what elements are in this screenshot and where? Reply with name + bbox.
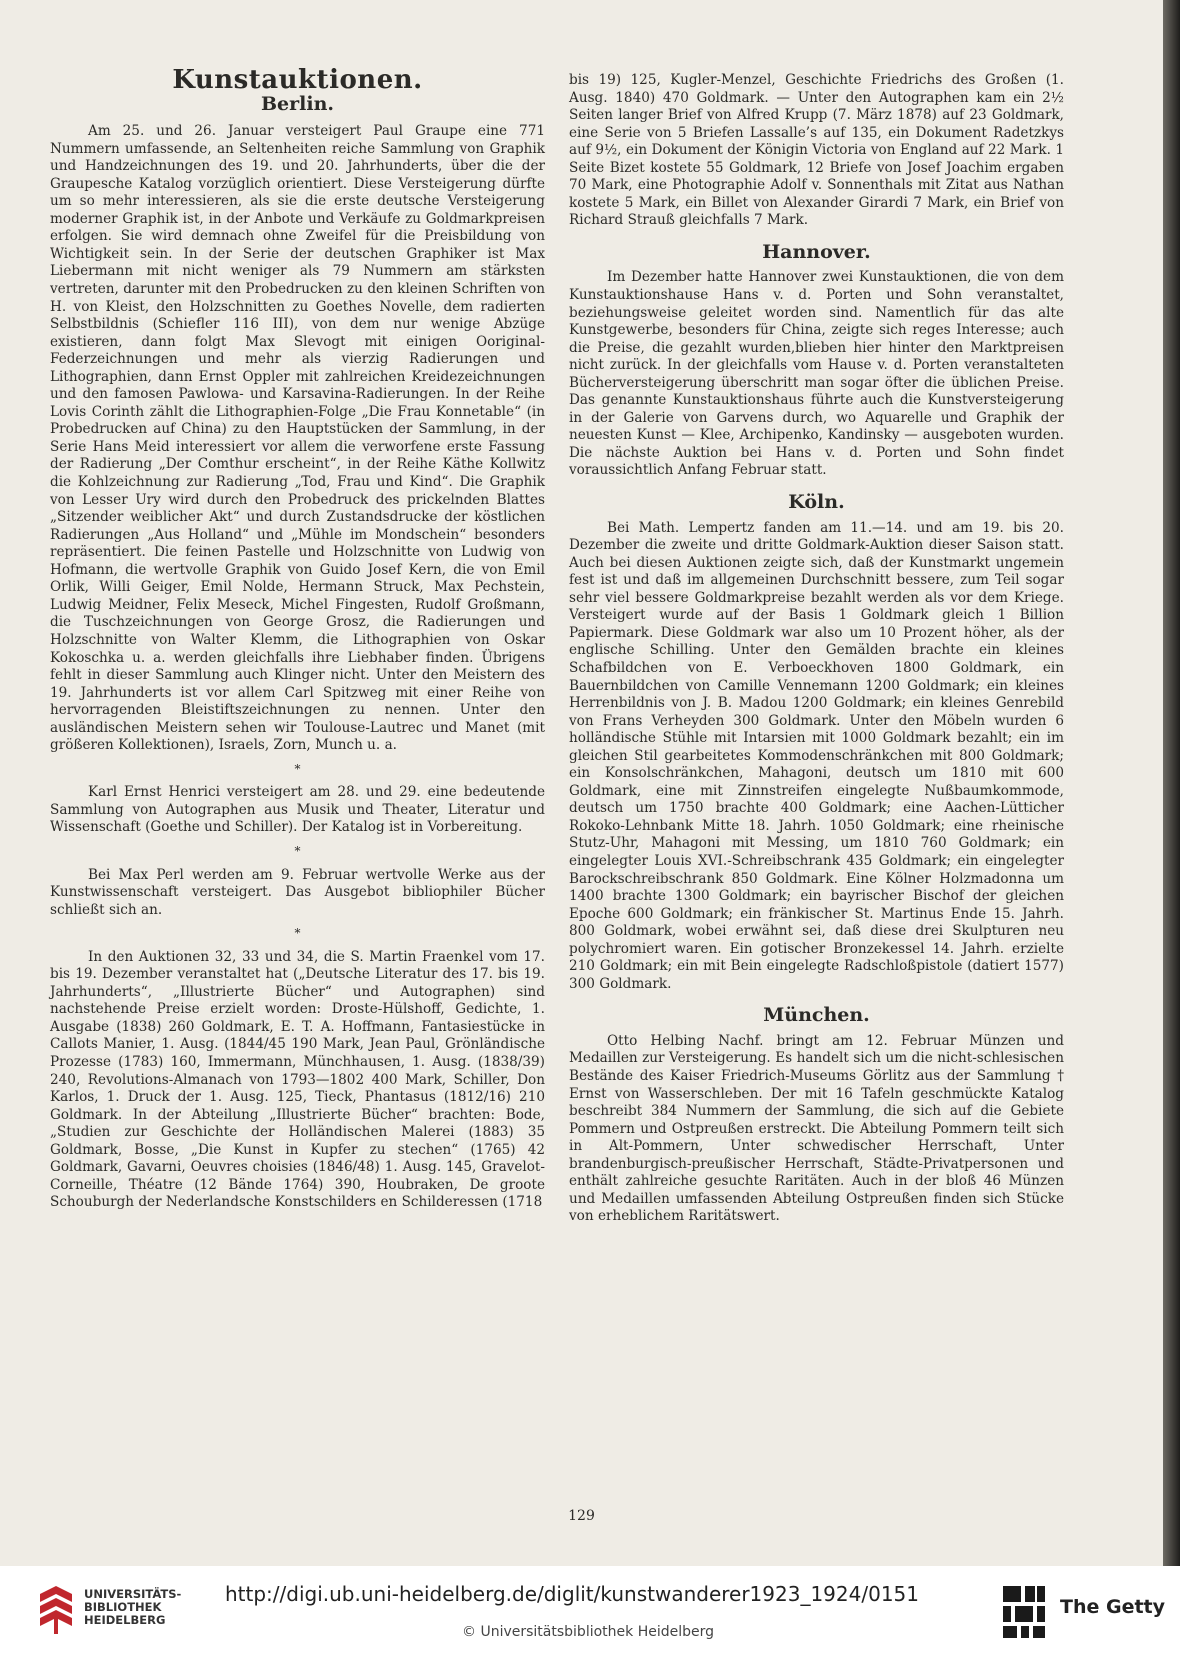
right-column <box>569 72 1064 1226</box>
permalink-url[interactable]: http://digi.ub.uni-heidelberg.de/diglit/kunstwanderer1923_1924/0151 <box>225 1582 919 1606</box>
muenchen-paragraph: Otto Helbing Nachf. bringt am 12. Februar Münzen und Medaillen zur Versteigerung. Es handelt sich um die nicht-schlesischen Bestände des Kaiser Friedrich-Museums Görlitz aus der Sammlung † Ernst von Wasserschleben. Der mit 16 Tafeln geschmückte Katalog beschreibt 384 Nummern der Sammlung, die sich auf die Gebiete Pommern und Ostpreußen erstreckt. Die Abteilung Pommern teilt sich in Alt-Pommern, Unter schwedischer Herrschaft, Unter brandenburgisch-preußischer Herrschaft, Städte-Privatpersonen und enthält zahlreiche gesuchte Raritäten. Auch in der bloß 46 Münzen und Medaillen umfassenden Abteilung Ostpreußen finden sich Stücke von erheblichem Raritätswert. <box>569 1032 1064 1225</box>
university-library-logo-icon <box>36 1584 76 1636</box>
section-separator: * <box>294 761 301 776</box>
getty-partner-name: The Getty <box>1060 1596 1166 1618</box>
berlin-paragraph-graupe: Am 25. und 26. Januar versteigert Paul Graupe eine 771 Nummern umfassende, an Seltenheiten reiche Sammlung von Graphik und Handzeichnungen des 19. und 20. Jahrhunderts, über die der Graupesche Katalog vorzüglich orientiert. Diese Versteigerung dürfte um so mehr interessieren, als sie die erste deutsche Versteigerung moderner Graphik ist, in der Anbote und Verkäufe zu Goldmarkpreisen erfolgen. Sie wird demnach ohne Zweifel für die Preisbildung von Wichtigkeit sein. In der Serie der deutschen Graphiker ist Max Liebermann mit nicht weniger als 79 Nummern am stärksten vertreten, darunter mit den Probedrucken zu den kleinen Schriften von H. von Kleist, den Holzschnitten zu Goethes Novelle, dem radierten Selbstbildnis (Schiefler 116 III), von dem nur wenige Abzüge existieren, dann folgt Max Slevogt mit einigen Ooriginal-Federzeichnungen und mehr als vierzig Radierungen und Lithographien, dann Ernst Oppler mit zahlreichen Kreidezeichnungen und den famosen Pawlowa- und Karsavina-Radierungen. In der Reihe Lovis Corinth zählt die Lithographien-Folge „Die Frau Konnetable“ (in Probedrucken auf China) zu den Hauptstücken der Sammlung, in der Serie Hans Meid interessiert vor allem die verworfene erste Fassung der Radierung „Der Comthur erscheint“, in der Reihe Käthe Kollwitz die Kohlzeichnung zur Radierung „Tod, Frau und Kind“. Die Graphik von Lesser Ury wird durch den Probedruck des prickelnden Blattes „Sitzender weiblicher Akt“ und durch Zustandsdrucke der köstlichen Radierungen „Aus Holland“ und „Mühle im Mondschein“ besonders repräsentiert. Die feinen Pastelle und Holzschnitte von Ludwig von Hofmann, die wertvolle Graphik von Guido Josef Kern, die von Emil Orlik, Willi Geiger, Emil Nolde, Hermann Struck, Max Pechstein, Ludwig Meidner, Felix Meseck, Michel Fingesten, Rudolf Großmann, die Tuschzeichnungen von George Grosz, die Radierungen und Holzschnitte von Walter Klemm, die Lithographien von Oskar Kokoschka u. a. werden gleichfalls ihre Liebhaber finden. Übrigens fehlt in dieser Sammlung auch Klinger nicht. Unter den Meistern des 19. Jahrhunderts ist vor allem Carl Spitzweg mit einer Reihe von hervorragenden Bleistiftszeichnungen zu nennen. Unter den ausländischen Meistern sehen wir Toulouse-Lautrec und Manet (mit größeren Kollektionen), Israels, Zorn, Munch u. a. <box>50 123 545 754</box>
berlin-paragraph-fraenkel: In den Auktionen 32, 33 und 34, die S. Martin Fraenkel vom 17. bis 19. Dezember veranstaltet hat („Deutsche Literatur des 17. bis 19. Jahrhunderts“, „Illustrierte Bücher“ und Autographen) sind nachstehende Preise erzielt worden: Droste-Hülshoff, Gedichte, 1. Ausgabe (1838) 260 Goldmark, E. T. A. Hoffmann, Fantasiestücke in Callots Manier, 1. Ausg. (1844/45 190 Mark, Jean Paul, Grönländische Prozesse (1783) 160, Immermann, Münchhausen, 1. Ausg. (1838/39) 240, Revolutions-Almanach von 1793—1802 400 Mark, Schiller, Don Karlos, 1. Druck der 1. Ausg. 125, Tieck, Phantasus (1812/16) 210 Goldmark. In der Abteilung „Illustrierte Bücher“ brachten: Bode, „Studien zur Geschichte der Holländischen Malerei (1883) 35 Goldmark, Bosse, „Die Kunst in Kupfer zu stechen“ (1765) 42 Goldmark, Gavarni, Oeuvres choisies (1846/48) 1. Ausg. 145, Gravelot-Corneille, Théatre (12 Bände 1764) 390, Houbraken, De groote Schouburgh der Nederlandsche Konstschilders en Schilderessen (1718 <box>50 948 545 1211</box>
section-heading-berlin: Berlin. <box>260 92 335 115</box>
berlin-paragraph-fraenkel-continued: bis 19) 125, Kugler-Menzel, Geschichte Friedrichs des Großen (1. Ausg. 1840) 470 Goldmark. — Unter den Autographen kam ein 2½ Seiten langer Brief von Alfred Krupp (7. März 1878) auf 23 Goldmark, eine Serie von 5 Briefen Lassalle’s auf 135, ein Dokument Radetzkys auf 9½, ein Dokument der Königin Victoria von England auf 22 Mark. 1 Seite Bizet kostete 55 Goldmark, 12 Briefe von Josef Joachim ergaben 70 Mark, eine Photographie Adolf v. Sonnenthals mit Zitat aus Nathan kostete 5 Mark, ein Billet von Alexander Girardi 7 Mark, ein Brief von Richard Strauß gleichfalls 7 Mark. <box>569 72 1064 229</box>
berlin-paragraph-henrici: Karl Ernst Henrici versteigert am 28. und 29. eine bedeutende Sammlung von Autographen aus Musik und Theater, Literatur und Wissenschaft (Goethe und Schiller). Der Katalog ist in Vorbereitung. <box>50 784 545 836</box>
koeln-paragraph: Bei Math. Lempertz fanden am 11.—14. und am 19. bis 20. Dezember die zweite und dritte Goldmark-Auktion dieser Saison statt. Auch bei diesen Auktionen zeigte sich, daß der Kunstmarkt ungemein fest ist und daß im allgemeinen Durchschnitt bessere, zum Teil sogar sehr viel bessere Goldmarkpreise bezahlt werden als vor dem Kriege. Versteigert wurde auf der Basis 1 Goldmark gleich 1 Billion Papiermark. Diese Goldmark war also um 10 Prozent höher, als der englische Schilling. Unter den Gemälden brachte ein kleines Schafbildchen von E. Verboeckhoven 1800 Goldmark, ein Bauernbildchen von Camille Vennemann 1200 Goldmark; ein kleines Herrenbildnis von J. B. Madou 1200 Goldmark; ein kleines Genrebild von Frans Verheyden 300 Goldmark. Unter den Möbeln wurden 6 holländische Stühle mit Intarsien mit 1000 Goldmark bezahlt; ein im gleichen Stil gearbeitetes Kommodenschränkchen mit 800 Goldmark; ein Konsolschränkchen, Mahagoni, deutsch um 1810 mit 600 Goldmark, eine mit Zinnstreifen eingelegte Nußbaumkommode, deutsch um 1750 brachte 400 Goldmark; eine Aachen-Lütticher Rokoko-Lehnbank Mitte 18. Jahrh. 1050 Goldmark; eine rheinische Stutz-Uhr, Mahagoni mit Messing, um 1810 760 Goldmark; ein eingelegter Louis XVI.-Schreibschrank 435 Goldmark; ein eingelegter Barockschreibschrank 850 Goldmark. Eine Kölner Holzmadonna um 1400 brachte 1300 Goldmark; ein bayrischer Bischof der gleichen Epoche 600 Goldmark; ein fränkischer St. Martinus Ende 15. Jahrh. 800 Goldmark, wobei erwähnt sei, daß diese drei Skulpturen neu polychromiert waren. Ein gotischer Bronzekessel 14. Jahrh. erzielte 210 Goldmark; ein mit Bein eingelegte Radschloßpistole (datiert 1577) 300 Goldmark. <box>569 519 1064 992</box>
left-column <box>50 65 545 1212</box>
page-number: 129 <box>568 1508 595 1524</box>
section-heading-koeln: Köln. <box>788 491 845 514</box>
section-separator: * <box>294 926 301 941</box>
book-spine-shadow <box>1163 0 1180 1566</box>
hannover-paragraph: Im Dezember hatte Hannover zwei Kunstauktionen, die von dem Kunstauktionshause Hans v. d. Porten und Sohn veranstaltet, beziehungsweise geleitet worden sind. Namentlich für das alte Kunstgewerbe, besonders für China, zeigte sich reges Interesse; auch die Preise, die gezahlt wurden,blieben hier hinter den Marktpreisen nicht zurück. In der gleichfalls vom Hause v. d. Porten veranstalteten Bücherversteigerung überschritt man sogar öfter die üblichen Preise. Das genannte Kunstauktionshaus führte auch die Kunstversteigerung in der Galerie von Garvens durch, wo Aquarelle und Graphik der neuesten Kunst — Klee, Archipenko, Kandinsky — ausgeboten wurden. Die nächste Auktion bei Hans v. d. Porten und Sohn findet voraussichtlich Anfang Februar statt. <box>569 269 1064 479</box>
section-heading-muenchen: München. <box>763 1004 870 1027</box>
copyright-notice: © Universitätsbibliothek Heidelberg <box>462 1624 715 1640</box>
university-library-name: UNIVERSITÄTS- BIBLIOTHEK HEIDELBERG <box>84 1587 182 1627</box>
getty-logo-icon <box>1001 1584 1047 1640</box>
berlin-paragraph-perl: Bei Max Perl werden am 9. Februar wertvolle Werke aus der Kunstwissenschaft versteigert. Das Ausgebot bibliophiler Bücher schließt sich an. <box>50 866 545 918</box>
article-title: Kunstauktionen. <box>172 65 423 95</box>
viewer-footer <box>0 1566 1180 1657</box>
section-heading-hannover: Hannover. <box>762 240 871 263</box>
section-separator: * <box>294 843 301 858</box>
